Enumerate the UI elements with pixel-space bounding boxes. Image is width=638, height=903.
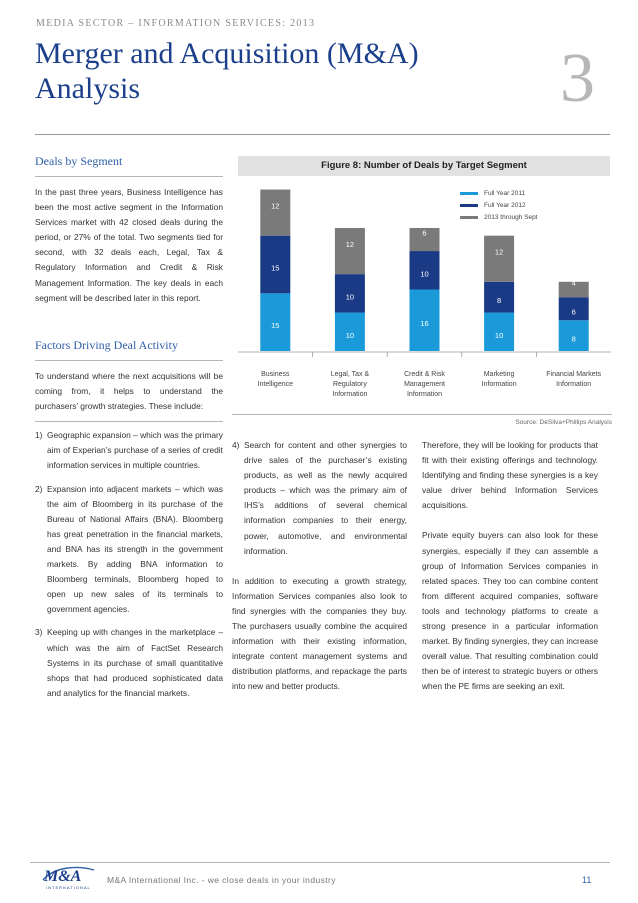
category-label: Intelligence xyxy=(257,381,294,388)
page-number: 11 xyxy=(582,875,592,885)
sector-label: MEDIA SECTOR – INFORMATION SERVICES: 2013 xyxy=(36,18,316,29)
list-text: Geographic expansion – which was the primary aim of Experian’s purchase of a series of credit information services in multiple countries. xyxy=(47,430,223,471)
bar-segment xyxy=(335,228,365,274)
products-paragraph: Therefore, they will be looking for products that fit with their existing offerings and technology. Identifying and finding these synergies is a key value driver behind Information Services acquisitions. xyxy=(422,440,598,511)
category-label: Information xyxy=(332,391,368,398)
legend-label: Full Year 2012 xyxy=(484,202,526,209)
bar-value-label: 15 xyxy=(271,321,280,331)
logo-text: M&A xyxy=(44,868,82,885)
chart-title: Figure 8: Number of Deals by Target Segment xyxy=(238,156,610,176)
category-label: Marketing xyxy=(483,371,515,378)
list-text: Search for content and other synergies to drive sales of the purchaser’s existing products, as well as the newly acquired products – which was the primary aim of IHS’s additions of several chemical information companies to their energy, power, automotive, and environmental information. xyxy=(244,440,407,556)
deals-divider xyxy=(35,176,223,177)
bar-value-label: 12 xyxy=(271,201,280,211)
deals-chart xyxy=(238,178,612,414)
category-label: Information xyxy=(481,381,517,388)
list-number: 4) xyxy=(232,440,240,450)
legend-swatch xyxy=(460,192,478,195)
bar-segment xyxy=(484,236,514,282)
list-number: 2) xyxy=(35,483,43,494)
intro-divider xyxy=(35,421,223,422)
list-item xyxy=(232,438,407,559)
factors-divider xyxy=(35,360,223,361)
left-column xyxy=(35,154,223,306)
category-label: Legal, Tax & xyxy=(330,371,370,378)
list-text: Keeping up with changes in the marketplace – which was the aim of FactSet Research Systems in its purchase of small quantitative shops that had produced sophisticated data and analytics for the financial markets. xyxy=(47,627,223,698)
page-title: Merger and Acquisition (M&A) Analysis xyxy=(35,37,419,105)
bar-value-label: 8 xyxy=(571,334,576,344)
category-label: Financial Markets xyxy=(546,371,602,378)
legend-label: 2013 through Sept xyxy=(484,214,538,221)
list-text: Expansion into adjacent markets – which was the aim of Bloomberg in its purchase of the Bureau of National Affairs (BNA). Bloomberg has great penetration in the financial markets, and BNA has its strength in the government markets. By adding BNA information to Bloomberg terminals, Bloomberg hoped to open up new sales of its terminals to government agencies. xyxy=(47,483,223,615)
bar-value-label: 16 xyxy=(420,319,429,329)
chart-divider xyxy=(232,414,612,415)
synergy-paragraph: In addition to executing a growth strategy, Information Services companies also look to find synergies with the companies they buy. The purchasers usually combine the acquired information with their existing information, integrate content management systems and distribution platforms, and repackage the parts into new and better products. xyxy=(232,575,407,692)
bar-value-label: 6 xyxy=(571,307,576,317)
company-logo xyxy=(40,864,100,892)
bar-value-label: 8 xyxy=(497,296,502,306)
list-item xyxy=(35,625,223,700)
factors-heading: Factors Driving Deal Activity xyxy=(35,338,178,352)
legend-swatch xyxy=(460,216,478,219)
deals-paragraph: In the past three years, Business Intelligence has been the most active segment in the Information Services market with 42 closed deals during the period, or 27% of the total. Two segments tied for second, with 32 deals each, Legal, Tax & Regulatory Information and Credit & Risk Management Information. The key deals in each segment will be described later in this report. xyxy=(35,187,223,303)
bar-value-label: 12 xyxy=(345,240,355,250)
category-label: Credit & Risk xyxy=(404,371,445,378)
category-label: Information xyxy=(406,391,443,398)
footer-tagline: M&A International Inc. - we close deals in your industry xyxy=(107,875,336,885)
chapter-number: 3 xyxy=(560,40,595,117)
private-equity-paragraph: Private equity buyers can also look for these synergies, especially if they can assemble a group of Information Services companies in related spaces. They too can combine content from different acquired companies, software tools and technology platforms to create a strong presence in a particular information market. By finding synergies, they can increase overall value. That resulting combination could then be of interest to strategic buyers or others when the PE firms are seeking an exit. xyxy=(422,530,598,692)
bar-value-label: 6 xyxy=(422,228,427,238)
logo-subtext: INTERNATIONAL xyxy=(46,885,91,890)
bar-value-label: 10 xyxy=(494,330,504,340)
chart-source: Source: DeSilva+Phillips Analysis xyxy=(515,419,612,426)
bar-value-label: 10 xyxy=(345,292,355,302)
list-item xyxy=(35,428,223,473)
footer-divider xyxy=(30,862,610,863)
header-divider xyxy=(35,134,610,135)
list-number: 3) xyxy=(35,627,43,638)
category-label: Management xyxy=(404,381,445,388)
bar-value-label: 10 xyxy=(420,269,429,279)
factors-section xyxy=(35,338,223,701)
list-number: 1) xyxy=(35,430,43,441)
factors-intro: To understand where the next acquisitions will be coming from, it helps to understand the purchasers’ growth strategies. These include: xyxy=(35,371,223,412)
bar-segment xyxy=(260,190,290,236)
category-label: Regulatory xyxy=(332,381,367,388)
legend-swatch xyxy=(460,204,478,207)
bar-value-label: 4 xyxy=(571,278,576,288)
bar-value-label: 12 xyxy=(494,247,504,257)
middle-column xyxy=(232,438,407,695)
list-item xyxy=(35,482,223,618)
right-column xyxy=(422,438,598,695)
deals-heading: Deals by Segment xyxy=(35,154,123,168)
category-label: Information xyxy=(556,381,592,388)
category-label: Business xyxy=(261,371,290,378)
legend-label: Full Year 2011 xyxy=(484,190,526,197)
bar-value-label: 15 xyxy=(271,263,280,273)
bar-value-label: 10 xyxy=(345,330,355,340)
